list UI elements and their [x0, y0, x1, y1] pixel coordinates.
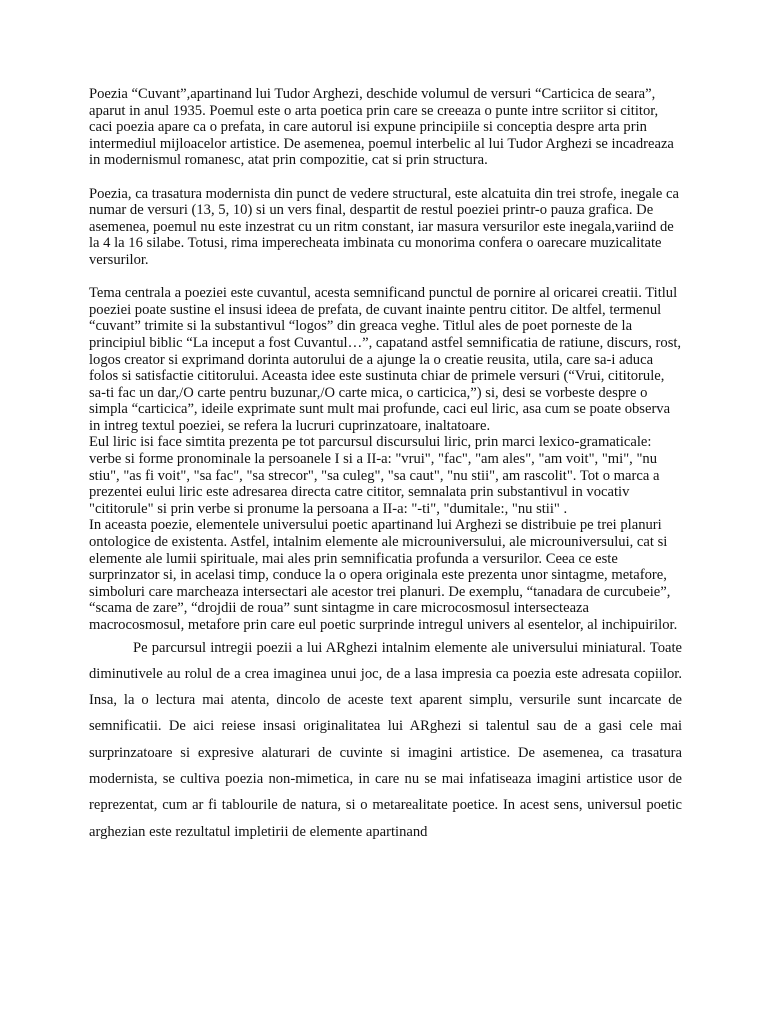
paragraph-gap — [89, 169, 682, 186]
paragraph-structure: Poezia, ca trasatura modernista din punct de vedere structural, este alcatuita din trei strofe, inegale ca numar de versuri (13, 5, 10) si un vers final, despartit de restul poeziei printr-o pauza grafica. De asemenea, poemul nu este inzestrat cu un ritm constant, iar masura versurilor este inegala,variind de la 4 la 16 silabe. Totusi, rima imperecheata imbinata cu monorima confera o oarecare muzicalitate versurilor. — [89, 185, 679, 268]
paragraph-theme: Tema centrala a poeziei este cuvantul, acesta semnificand punctul de pornire al oricarei creatii. Titlul poeziei poate sustine el insusi ideea de prefata, de cuvant inainte pentru cititor. De altfel, termenul “cuvant” trimite si la substantivul “logos” din greaca veghe. Titlul ales de poet porneste de la principiul biblic “La inceput a fost Cuvantul…”, capatand astfel semnificatia de ratiune, discurs, rost, logos creator si exprimand dorinta autorului de a ajunge la o creatie reusita, utila, care sa-i aduca folos si satisfactie cititorului. Aceasta idee este sustinuta chiar de primele versuri (“Vrui, cititorule, sa-ti fac un dar,/O carte pentru buzunar,/O carte mica, o carticica,”) si, desi se vorbeste despre o simpla “carticica”, ideile exprimate sunt mult mai profunde, caci eul liric, asa cum se poate observa in intreg textul poeziei, se refera la lucruri cuprinzatoare, inaltatoare. — [89, 285, 682, 434]
paragraph-lyrical-self: Eul liric isi face simtita prezenta pe tot parcursul discursului liric, prin marci lexico-gramaticale: verbe si forme pronominale la persoanele I si a II-a: "vrui", "fac", "am ales", "am voit", "mi", "nu stiu", "as fi voit", "sa fac", "sa strecor", "sa culeg", "sa caut", "nu stii", am rascolit". Tot o marca a prezentei eului liric este adresarea directa catre cititor, semnalata prin substantivul in vocativ "cititorule" si prin verbe si pronume la persoana a II-a: "-ti", "dumitale:, "nu stii" . — [89, 434, 660, 517]
paragraph-intro: Poezia “Cuvant”,apartinand lui Tudor Arghezi, deschide volumul de versuri “Carticica de seara”, aparut in anul 1935. Poemul este o arta poetica prin care se creeaza o punte intre scriitor si cititor, caci poezia apare ca o prefata, in care autorul isi expune principiile si conceptia despre arta prin intermediul mijloacelor artistice. De asemenea, poemul interbelic al lui Tudor Arghezi se incadreaza in modernismul romanesc, atat prin compozitie, cat si prin structura. — [89, 86, 674, 169]
document-body — [89, 86, 682, 845]
paragraph-ontological-planes: In aceasta poezie, elementele universului poetic apartinand lui Arghezi se distribuie pe trei planuri ontologice de existenta. Astfel, intalnim elemente ale microuniversului, ale microuniversului, cat si elemente ale lumii spirituale, mai ales prin semnificatia profunda a versurilor. Ceea ce este surprinzator si, in acelasi timp, conduce la o opera originala este prezenta unor sintagme, metafore, simboluri care marcheaza intersectari ale acestor trei planuri. De exemplu, “tanadara de curcubeie”, “scama de zare”, “drojdii de roua” sunt sintagme in care microcosmosul intersecteaza macrocosmosul, metafore prin care eul poetic surprinde intregul univers al esentelor, al inchipuirilor. — [89, 517, 678, 633]
paragraph-gap — [89, 269, 682, 286]
paragraph-miniature-universe: Pe parcursul intregii poezii a lui ARghezi intalnim elemente ale universului miniatural. Toate diminutivele au rolul de a crea imaginea unui joc, de a lasa impresia ca poezia este adresata copiilor. Insa, la o lectura mai atenta, dincolo de aceste text aparent simplu, versurile sunt incarcate de semnificatii. De aici reiese insasi originalitatea lui ARghezi si talentul sau de a gasi cele mai surprinzatoare si expresive alaturari de cuvinte si imagini artistice. De asemenea, ca trasatura modernista, se cultiva poezia non-mimetica, in care nu se mai infatiseaza imagini artistice usor de reprezentat, cum ar fi tablourile de natura, si o metarealitate poetice. In acest sens, universul poetic arghezian este rezultatul impletirii de elemente apartinand — [89, 639, 682, 840]
